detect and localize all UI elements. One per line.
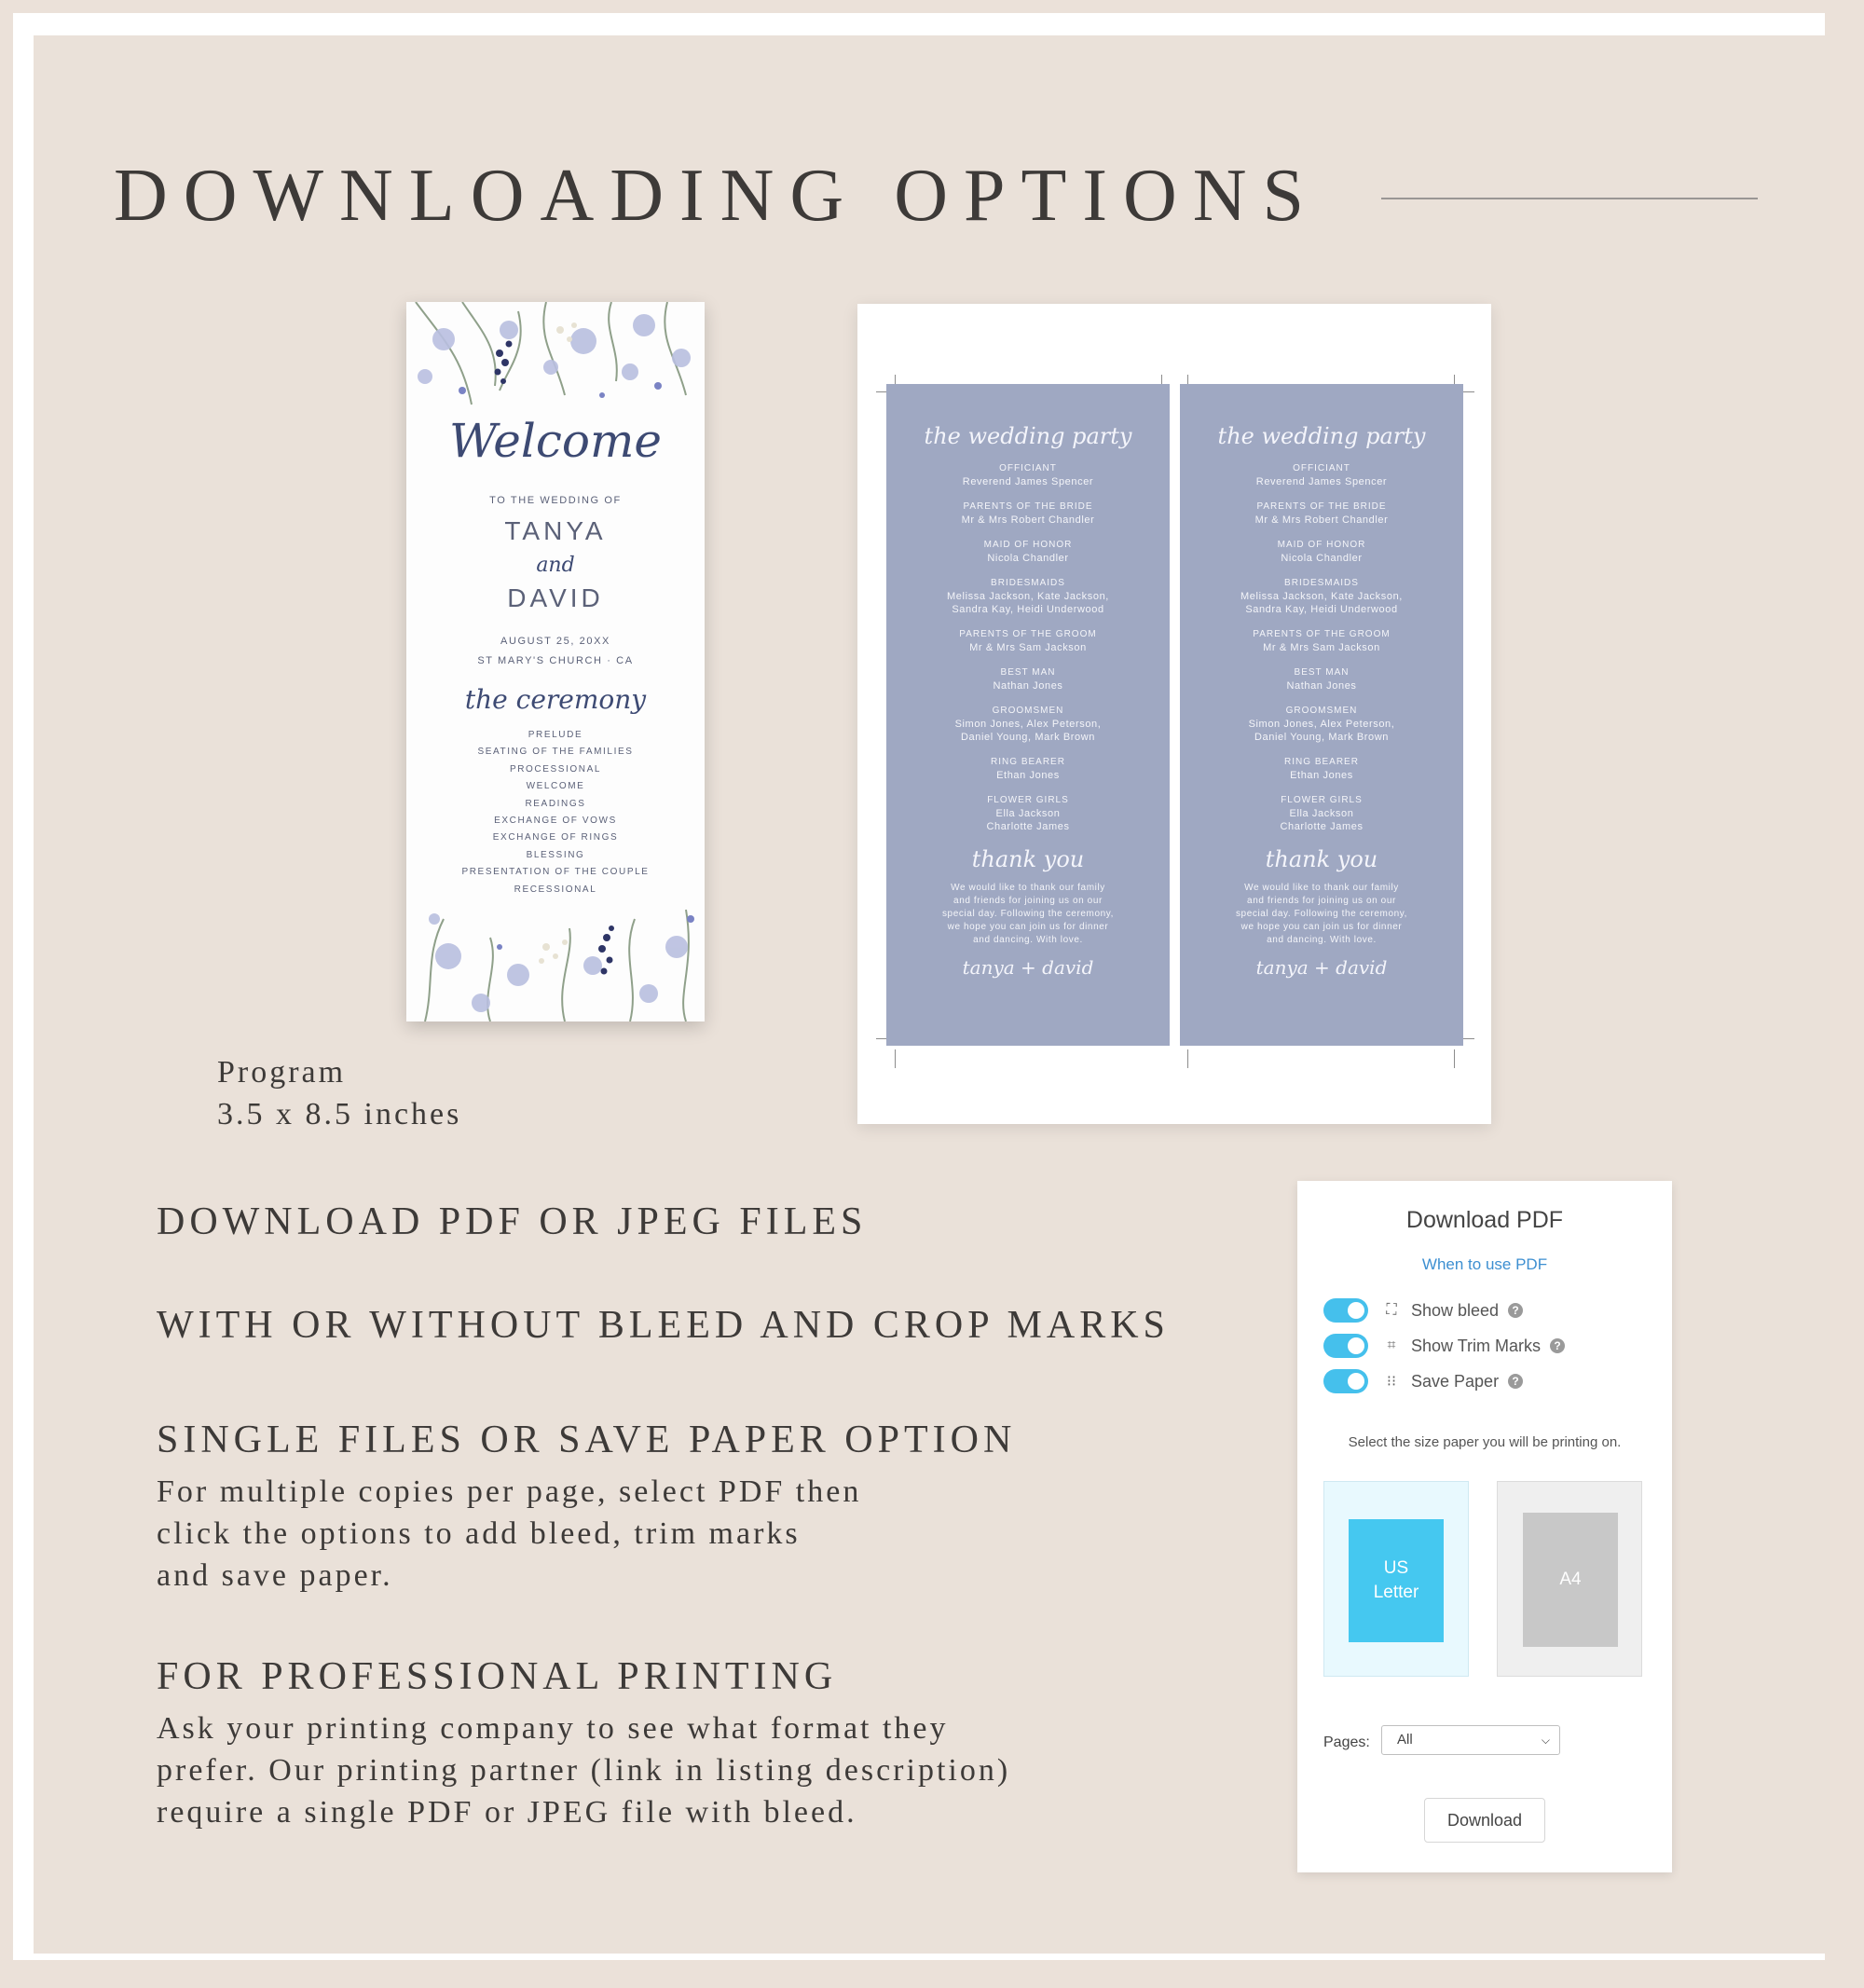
when-to-use-pdf-link[interactable]: When to use PDF [1421,1255,1548,1273]
body-line: Ask your printing company to see what format they [157,1711,949,1746]
feature-download-formats: DOWNLOAD PDF OR JPEG FILES [157,1200,868,1243]
message-line: and friends for joining us on our [953,896,1103,906]
feature-save-paper-title: SINGLE FILES OR SAVE PAPER OPTION [157,1419,1017,1461]
dialog-title: Download PDF [1405,1207,1564,1233]
party-name: Mr & Mrs Robert Chandler [1254,514,1389,526]
message-line: and dancing. With love. [1267,935,1377,945]
message-line: special day. Following the ceremony, [1235,909,1408,919]
program-card [406,302,705,1021]
party-title: the wedding party [924,423,1132,449]
thank-you-script: thank you [971,846,1085,872]
and-script: and [536,554,575,577]
bleed-icon: ⛶ [1386,1302,1397,1318]
party-role: PARENTS OF THE GROOM [1253,629,1391,639]
party-name: Daniel Young, Mark Brown [1254,732,1390,743]
download-button[interactable]: Download [1424,1798,1545,1843]
party-role: RING BEARER [991,757,1065,767]
party-role: BRIDESMAIDS [991,578,1065,588]
save-paper-option [1323,1367,1523,1395]
ceremony-item: PROCESSIONAL [509,763,602,775]
party-role: BEST MAN [1000,667,1056,678]
party-name: Melissa Jackson, Kate Jackson, [1240,591,1403,602]
signature-script: tanya + david [1255,956,1388,979]
party-name: Ella Jackson [1289,808,1354,819]
party-name: Melissa Jackson, Kate Jackson, [947,591,1109,602]
message-line: We would like to thank our family [951,883,1105,893]
ceremony-item: READINGS [525,798,586,809]
body-line: and save paper. [157,1558,393,1593]
body-line: click the options to add bleed, trim marks [157,1516,801,1551]
us-letter-swatch [1349,1519,1444,1642]
party-role: MAID OF HONOR [983,540,1073,550]
message-line: we hope you can join us for dinner [1240,922,1403,932]
trim-mark [1187,1049,1188,1068]
chevron-down-icon: ⌵ [1541,1734,1550,1747]
party-name: Reverend James Spencer [1255,476,1388,487]
party-name: Sandra Kay, Heidi Underwood [1245,604,1398,615]
to-the-wedding-of: TO THE WEDDING OF [489,495,622,506]
trim-mark [895,1049,896,1068]
party-name: Charlotte James [1280,821,1364,832]
ceremony-item: PRESENTATION OF THE COUPLE [461,867,650,878]
party-name: Sandra Kay, Heidi Underwood [952,604,1104,615]
party-name: Nathan Jones [1286,680,1357,692]
thank-you-script: thank you [1265,846,1378,872]
a4-label: A4 [1559,1570,1582,1589]
trim-marks-icon: ⌗ [1387,1337,1396,1353]
party-name: Mr & Mrs Sam Jackson [1263,642,1380,653]
feature-bleed-crop: WITH OR WITHOUT BLEED AND CROP MARKS [157,1304,1170,1347]
us-letter-label: US [1383,1558,1409,1578]
party-name: Nicola Chandler [987,553,1069,564]
ceremony-list [406,727,705,898]
party-role: FLOWER GIRLS [987,795,1069,805]
ceremony-item: RECESSIONAL [514,884,597,895]
welcome-script: Welcome [448,414,662,468]
caption-size: 3.5 x 8.5 inches [217,1097,462,1131]
party-name: Nicola Chandler [1281,553,1363,564]
show-trim-marks-option [1323,1332,1565,1360]
message-line: special day. Following the ceremony, [941,909,1115,919]
party-role: OFFICIANT [999,463,1057,473]
floral-top-illustration [406,302,705,414]
party-name: Ethan Jones [996,770,1060,781]
party-name: Daniel Young, Mark Brown [960,732,1096,743]
party-name: Simon Jones, Alex Peterson, [1248,719,1395,730]
party-role: MAID OF HONOR [1277,540,1366,550]
pages-label: Pages: [1323,1734,1370,1750]
party-role: FLOWER GIRLS [1281,795,1363,805]
help-icon[interactable]: ? [1508,1374,1523,1389]
ceremony-item: BLESSING [526,849,585,860]
wedding-party-panel [1180,384,1463,1046]
name-tanya: TANYA [504,516,607,545]
party-role: BEST MAN [1294,667,1350,678]
show-bleed-toggle[interactable] [1323,1298,1368,1323]
ceremony-item: EXCHANGE OF RINGS [492,832,619,843]
a4-swatch [1523,1513,1618,1647]
caption-name: Program [217,1055,347,1090]
title-divider [1381,198,1758,199]
party-role: PARENTS OF THE BRIDE [963,501,1093,512]
download-pdf-dialog [1297,1181,1672,1872]
message-line: we hope you can join us for dinner [947,922,1109,932]
name-david: DAVID [507,583,604,612]
party-name: Simon Jones, Alex Peterson, [954,719,1102,730]
feature-professional-title: FOR PROFESSIONAL PRINTING [157,1655,838,1698]
party-name: Ethan Jones [1290,770,1353,781]
show-bleed-option [1323,1296,1523,1324]
wedding-place: ST MARY'S CHURCH · CA [477,655,634,666]
signature-script: tanya + david [962,956,1094,979]
message-line: We would like to thank our family [1244,883,1399,893]
help-icon[interactable]: ? [1550,1338,1565,1353]
party-name: Nathan Jones [993,680,1063,692]
show-trim-marks-label: Show Trim Marks [1411,1336,1542,1355]
party-role: RING BEARER [1284,757,1359,767]
feature-save-paper-body [157,1471,861,1597]
ceremony-item: EXCHANGE OF VOWS [494,816,617,827]
help-icon[interactable]: ? [1508,1303,1523,1318]
paper-us-letter-option[interactable] [1323,1481,1469,1677]
party-role: PARENTS OF THE BRIDE [1256,501,1387,512]
page-title: DOWNLOADING OPTIONS [114,155,1321,237]
body-line: prefer. Our printing partner (link in listing description) [157,1753,1011,1788]
wedding-date: AUGUST 25, 20XX [500,636,610,647]
message-line: and dancing. With love. [973,935,1083,945]
party-name: Reverend James Spencer [962,476,1094,487]
party-role: OFFICIANT [1293,463,1350,473]
save-paper-toggle[interactable] [1323,1369,1368,1393]
save-paper-preview-sheet [857,304,1491,1124]
save-paper-label: Save Paper [1411,1371,1500,1391]
pages-select-value: All [1397,1732,1413,1748]
trim-mark [1454,1049,1455,1068]
message-line: and friends for joining us on our [1247,896,1396,906]
ceremony-item: PRELUDE [528,730,583,740]
party-role: BRIDESMAIDS [1284,578,1359,588]
paper-size-hint: Select the size paper you will be printing on. [1348,1434,1622,1450]
feature-professional-body [157,1707,1010,1833]
party-name: Mr & Mrs Robert Chandler [961,514,1095,526]
program-caption [217,1051,461,1135]
party-role: GROOMSMEN [1285,706,1358,716]
wedding-party-panel [886,384,1170,1046]
body-line: For multiple copies per page, select PDF then [157,1474,862,1509]
ceremony-title: the ceremony [464,684,647,715]
party-name: Charlotte James [986,821,1070,832]
floral-bottom-illustration [406,900,705,1021]
us-letter-label: Letter [1373,1583,1419,1602]
paper-a4-option[interactable] [1497,1481,1642,1677]
show-trim-marks-toggle[interactable] [1323,1334,1368,1358]
show-bleed-label: Show bleed [1411,1300,1500,1320]
body-line: require a single PDF or JPEG file with bleed. [157,1795,857,1830]
party-title: the wedding party [1217,423,1426,449]
party-name: Mr & Mrs Sam Jackson [969,642,1087,653]
ceremony-item: WELCOME [526,781,585,792]
party-role: GROOMSMEN [992,706,1064,716]
pages-select[interactable] [1381,1725,1560,1755]
ceremony-item: SEATING OF THE FAMILIES [477,747,634,758]
grid-icon: ⁝⁝ [1386,1374,1397,1390]
party-role: PARENTS OF THE GROOM [959,629,1097,639]
party-name: Ella Jackson [995,808,1061,819]
